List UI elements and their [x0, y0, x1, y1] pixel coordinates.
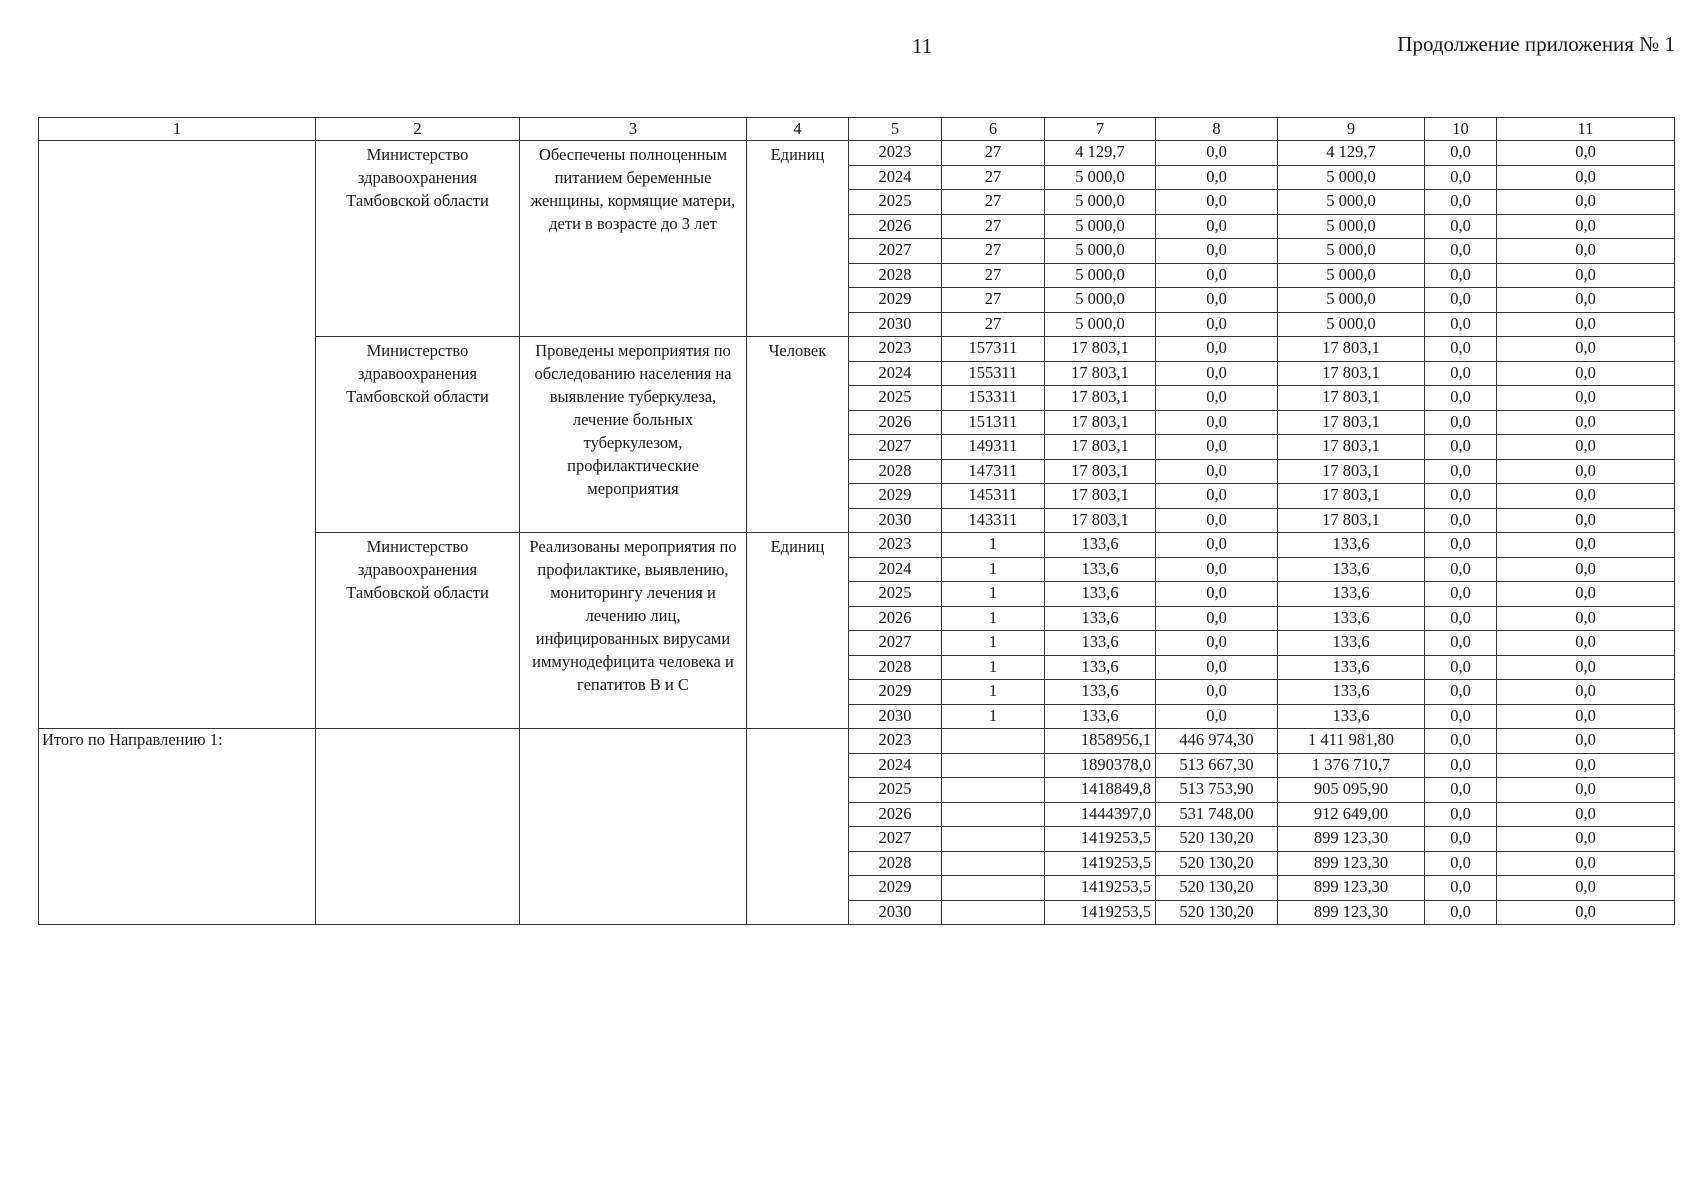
value-cell: 5 000,0 — [1278, 190, 1425, 215]
value-cell: 0,0 — [1497, 582, 1675, 607]
value-cell: 0,0 — [1425, 508, 1497, 533]
value-cell: 1 — [942, 533, 1045, 558]
header-row — [39, 118, 1675, 141]
value-cell: 1419253,5 — [1045, 900, 1156, 925]
value-cell: 0,0 — [1425, 827, 1497, 852]
value-cell — [942, 802, 1045, 827]
value-cell: 0,0 — [1156, 484, 1278, 509]
value-cell: 17 803,1 — [1278, 459, 1425, 484]
value-cell: 0,0 — [1497, 851, 1675, 876]
value-cell: 4 129,7 — [1045, 141, 1156, 166]
header-cell: 10 — [1425, 118, 1497, 141]
value-cell: 2023 — [849, 141, 942, 166]
value-cell: 0,0 — [1425, 361, 1497, 386]
value-cell: 2023 — [849, 729, 942, 754]
value-cell: 0,0 — [1156, 214, 1278, 239]
value-cell: 2024 — [849, 165, 942, 190]
value-cell: 0,0 — [1497, 239, 1675, 264]
empty-cell — [316, 729, 520, 925]
value-cell: 0,0 — [1497, 312, 1675, 337]
ministry-cell: Министерство здравоохранения Тамбовской области — [316, 141, 520, 337]
value-cell: 0,0 — [1497, 753, 1675, 778]
value-cell: 153311 — [942, 386, 1045, 411]
value-cell: 133,6 — [1278, 582, 1425, 607]
value-cell — [942, 729, 1045, 754]
value-cell — [942, 900, 1045, 925]
value-cell — [942, 753, 1045, 778]
value-cell: 27 — [942, 239, 1045, 264]
value-cell: 0,0 — [1497, 827, 1675, 852]
value-cell: 2027 — [849, 435, 942, 460]
value-cell: 0,0 — [1156, 606, 1278, 631]
total-row — [39, 729, 1675, 754]
value-cell: 0,0 — [1425, 704, 1497, 729]
value-cell: 5 000,0 — [1045, 263, 1156, 288]
value-cell: 0,0 — [1425, 288, 1497, 313]
value-cell: 0,0 — [1425, 459, 1497, 484]
unit-cell: Единиц — [747, 533, 849, 729]
value-cell: 145311 — [942, 484, 1045, 509]
result-cell: Обеспечены полноценным питанием беременные женщины, кормящие матери, дети в возрасте до 3 лет — [520, 141, 747, 337]
value-cell: 0,0 — [1497, 557, 1675, 582]
value-cell: 0,0 — [1156, 508, 1278, 533]
value-cell: 133,6 — [1045, 606, 1156, 631]
value-cell: 5 000,0 — [1045, 288, 1156, 313]
value-cell: 1419253,5 — [1045, 876, 1156, 901]
value-cell: 0,0 — [1425, 802, 1497, 827]
value-cell: 0,0 — [1497, 337, 1675, 362]
value-cell: 0,0 — [1156, 361, 1278, 386]
value-cell: 0,0 — [1497, 165, 1675, 190]
value-cell: 0,0 — [1156, 312, 1278, 337]
header-cell: 1 — [39, 118, 316, 141]
page-number: 11 — [912, 34, 933, 58]
value-cell: 2024 — [849, 557, 942, 582]
value-cell: 2027 — [849, 631, 942, 656]
value-cell: 2027 — [849, 239, 942, 264]
value-cell: 446 974,30 — [1156, 729, 1278, 754]
value-cell: 27 — [942, 141, 1045, 166]
value-cell: 0,0 — [1156, 410, 1278, 435]
value-cell: 5 000,0 — [1278, 288, 1425, 313]
value-cell: 133,6 — [1045, 557, 1156, 582]
header-cell: 5 — [849, 118, 942, 141]
value-cell: 520 130,20 — [1156, 827, 1278, 852]
value-cell: 2029 — [849, 484, 942, 509]
value-cell: 0,0 — [1156, 704, 1278, 729]
value-cell: 0,0 — [1156, 631, 1278, 656]
value-cell: 0,0 — [1425, 386, 1497, 411]
value-cell: 1419253,5 — [1045, 827, 1156, 852]
value-cell: 0,0 — [1425, 214, 1497, 239]
value-cell: 0,0 — [1497, 704, 1675, 729]
value-cell: 1858956,1 — [1045, 729, 1156, 754]
value-cell: 133,6 — [1045, 655, 1156, 680]
value-cell: 133,6 — [1045, 533, 1156, 558]
value-cell: 0,0 — [1425, 655, 1497, 680]
value-cell: 0,0 — [1497, 606, 1675, 631]
value-cell: 17 803,1 — [1278, 435, 1425, 460]
value-cell: 1 — [942, 582, 1045, 607]
value-cell: 133,6 — [1278, 533, 1425, 558]
value-cell: 1418849,8 — [1045, 778, 1156, 803]
value-cell: 5 000,0 — [1045, 165, 1156, 190]
header-cell: 7 — [1045, 118, 1156, 141]
program-table — [38, 117, 1675, 925]
value-cell: 0,0 — [1425, 876, 1497, 901]
value-cell: 0,0 — [1156, 655, 1278, 680]
value-cell: 0,0 — [1497, 778, 1675, 803]
value-cell: 0,0 — [1497, 410, 1675, 435]
value-cell: 0,0 — [1497, 435, 1675, 460]
table-row — [39, 141, 1675, 166]
value-cell: 513 753,90 — [1156, 778, 1278, 803]
value-cell: 0,0 — [1156, 263, 1278, 288]
value-cell: 5 000,0 — [1278, 214, 1425, 239]
value-cell: 133,6 — [1278, 606, 1425, 631]
value-cell: 5 000,0 — [1045, 239, 1156, 264]
value-cell: 899 123,30 — [1278, 900, 1425, 925]
value-cell: 0,0 — [1425, 484, 1497, 509]
value-cell: 17 803,1 — [1045, 337, 1156, 362]
value-cell: 1 — [942, 704, 1045, 729]
value-cell: 17 803,1 — [1045, 361, 1156, 386]
value-cell: 0,0 — [1425, 312, 1497, 337]
value-cell: 0,0 — [1156, 239, 1278, 264]
value-cell: 133,6 — [1278, 655, 1425, 680]
value-cell: 27 — [942, 288, 1045, 313]
value-cell: 2023 — [849, 337, 942, 362]
value-cell: 2024 — [849, 753, 942, 778]
value-cell: 1890378,0 — [1045, 753, 1156, 778]
value-cell: 133,6 — [1278, 680, 1425, 705]
value-cell: 0,0 — [1156, 582, 1278, 607]
value-cell: 27 — [942, 263, 1045, 288]
header-cell: 3 — [520, 118, 747, 141]
header-cell: 8 — [1156, 118, 1278, 141]
value-cell: 0,0 — [1156, 386, 1278, 411]
value-cell: 1 411 981,80 — [1278, 729, 1425, 754]
value-cell: 133,6 — [1278, 704, 1425, 729]
value-cell: 2027 — [849, 827, 942, 852]
value-cell: 5 000,0 — [1045, 190, 1156, 215]
value-cell: 912 649,00 — [1278, 802, 1425, 827]
value-cell: 2028 — [849, 655, 942, 680]
result-cell: Проведены мероприятия по обследованию населения на выявление туберкулеза, лечение больных туберкулезом, профилактические мероприятия — [520, 337, 747, 533]
value-cell: 0,0 — [1497, 190, 1675, 215]
value-cell: 899 123,30 — [1278, 876, 1425, 901]
value-cell: 0,0 — [1425, 778, 1497, 803]
value-cell: 0,0 — [1156, 435, 1278, 460]
value-cell: 0,0 — [1497, 263, 1675, 288]
value-cell: 2025 — [849, 582, 942, 607]
value-cell: 0,0 — [1425, 141, 1497, 166]
value-cell: 17 803,1 — [1278, 337, 1425, 362]
empty-cell — [747, 729, 849, 925]
value-cell: 5 000,0 — [1278, 165, 1425, 190]
value-cell: 2026 — [849, 410, 942, 435]
value-cell: 149311 — [942, 435, 1045, 460]
value-cell: 2029 — [849, 680, 942, 705]
value-cell: 0,0 — [1497, 802, 1675, 827]
value-cell: 2026 — [849, 802, 942, 827]
value-cell: 0,0 — [1497, 533, 1675, 558]
value-cell: 2030 — [849, 312, 942, 337]
appendix-label: Продолжение приложения № 1 — [1397, 32, 1675, 56]
value-cell: 17 803,1 — [1278, 361, 1425, 386]
value-cell: 133,6 — [1045, 680, 1156, 705]
value-cell: 133,6 — [1278, 557, 1425, 582]
value-cell: 27 — [942, 214, 1045, 239]
value-cell: 1444397,0 — [1045, 802, 1156, 827]
value-cell: 0,0 — [1497, 386, 1675, 411]
value-cell: 0,0 — [1425, 900, 1497, 925]
header-cell: 11 — [1497, 118, 1675, 141]
value-cell: 520 130,20 — [1156, 851, 1278, 876]
value-cell: 2025 — [849, 778, 942, 803]
value-cell: 899 123,30 — [1278, 827, 1425, 852]
header-cell: 4 — [747, 118, 849, 141]
value-cell: 27 — [942, 312, 1045, 337]
value-cell: 133,6 — [1045, 582, 1156, 607]
value-cell: 2023 — [849, 533, 942, 558]
value-cell: 133,6 — [1045, 704, 1156, 729]
ministry-cell: Министерство здравоохранения Тамбовской области — [316, 337, 520, 533]
value-cell: 0,0 — [1425, 606, 1497, 631]
header-cell: 2 — [316, 118, 520, 141]
value-cell: 0,0 — [1425, 239, 1497, 264]
value-cell: 0,0 — [1156, 680, 1278, 705]
unit-cell: Единиц — [747, 141, 849, 337]
value-cell: 0,0 — [1156, 165, 1278, 190]
value-cell: 2029 — [849, 288, 942, 313]
value-cell: 17 803,1 — [1045, 459, 1156, 484]
value-cell: 27 — [942, 165, 1045, 190]
empty-cell — [520, 729, 747, 925]
value-cell: 520 130,20 — [1156, 900, 1278, 925]
value-cell: 133,6 — [1045, 631, 1156, 656]
value-cell: 0,0 — [1425, 435, 1497, 460]
value-cell: 0,0 — [1497, 288, 1675, 313]
value-cell: 0,0 — [1497, 655, 1675, 680]
value-cell — [942, 827, 1045, 852]
value-cell: 2030 — [849, 704, 942, 729]
value-cell: 0,0 — [1425, 165, 1497, 190]
value-cell: 17 803,1 — [1278, 508, 1425, 533]
direction-cell — [39, 141, 316, 729]
value-cell: 157311 — [942, 337, 1045, 362]
value-cell: 0,0 — [1425, 729, 1497, 754]
value-cell: 133,6 — [1278, 631, 1425, 656]
value-cell: 5 000,0 — [1278, 312, 1425, 337]
value-cell: 905 095,90 — [1278, 778, 1425, 803]
value-cell: 899 123,30 — [1278, 851, 1425, 876]
value-cell: 1 — [942, 680, 1045, 705]
value-cell: 5 000,0 — [1045, 312, 1156, 337]
value-cell: 0,0 — [1156, 337, 1278, 362]
value-cell: 0,0 — [1497, 876, 1675, 901]
value-cell: 2028 — [849, 851, 942, 876]
value-cell: 0,0 — [1156, 288, 1278, 313]
value-cell: 2030 — [849, 900, 942, 925]
value-cell: 0,0 — [1156, 533, 1278, 558]
value-cell: 0,0 — [1425, 337, 1497, 362]
value-cell: 151311 — [942, 410, 1045, 435]
value-cell: 0,0 — [1156, 459, 1278, 484]
value-cell: 1 — [942, 557, 1045, 582]
header-cell: 6 — [942, 118, 1045, 141]
value-cell: 0,0 — [1425, 582, 1497, 607]
value-cell: 0,0 — [1497, 459, 1675, 484]
value-cell: 2028 — [849, 263, 942, 288]
value-cell: 0,0 — [1425, 263, 1497, 288]
value-cell: 17 803,1 — [1045, 508, 1156, 533]
value-cell: 17 803,1 — [1278, 386, 1425, 411]
value-cell: 1 — [942, 606, 1045, 631]
value-cell: 0,0 — [1497, 141, 1675, 166]
value-cell: 513 667,30 — [1156, 753, 1278, 778]
value-cell: 1419253,5 — [1045, 851, 1156, 876]
value-cell: 2025 — [849, 190, 942, 215]
value-cell: 0,0 — [1425, 557, 1497, 582]
value-cell: 0,0 — [1425, 631, 1497, 656]
value-cell: 0,0 — [1497, 900, 1675, 925]
value-cell: 0,0 — [1425, 533, 1497, 558]
value-cell: 17 803,1 — [1278, 484, 1425, 509]
value-cell: 2026 — [849, 606, 942, 631]
value-cell: 0,0 — [1497, 631, 1675, 656]
value-cell: 0,0 — [1497, 214, 1675, 239]
value-cell: 1 — [942, 655, 1045, 680]
value-cell: 0,0 — [1497, 484, 1675, 509]
unit-cell: Человек — [747, 337, 849, 533]
result-cell: Реализованы мероприятия по профилактике, выявлению, мониторингу лечения и лечению лиц, инфицированных вирусами иммунодефицита человека и гепатитов В и С — [520, 533, 747, 729]
value-cell: 2028 — [849, 459, 942, 484]
value-cell: 17 803,1 — [1045, 410, 1156, 435]
value-cell: 17 803,1 — [1045, 484, 1156, 509]
value-cell: 520 130,20 — [1156, 876, 1278, 901]
value-cell: 143311 — [942, 508, 1045, 533]
value-cell: 0,0 — [1425, 851, 1497, 876]
value-cell: 0,0 — [1156, 557, 1278, 582]
value-cell: 0,0 — [1497, 508, 1675, 533]
value-cell: 0,0 — [1425, 410, 1497, 435]
value-cell: 155311 — [942, 361, 1045, 386]
value-cell — [942, 778, 1045, 803]
value-cell: 2024 — [849, 361, 942, 386]
value-cell: 0,0 — [1425, 753, 1497, 778]
value-cell: 17 803,1 — [1278, 410, 1425, 435]
value-cell: 4 129,7 — [1278, 141, 1425, 166]
value-cell: 0,0 — [1425, 190, 1497, 215]
value-cell: 0,0 — [1497, 361, 1675, 386]
value-cell: 0,0 — [1497, 729, 1675, 754]
value-cell: 0,0 — [1425, 680, 1497, 705]
value-cell: 147311 — [942, 459, 1045, 484]
ministry-cell: Министерство здравоохранения Тамбовской области — [316, 533, 520, 729]
value-cell: 1 376 710,7 — [1278, 753, 1425, 778]
value-cell: 2030 — [849, 508, 942, 533]
value-cell: 1 — [942, 631, 1045, 656]
value-cell: 2026 — [849, 214, 942, 239]
header-cell: 9 — [1278, 118, 1425, 141]
value-cell: 5 000,0 — [1278, 239, 1425, 264]
value-cell: 0,0 — [1156, 141, 1278, 166]
total-label: Итого по Направлению 1: — [39, 729, 316, 925]
value-cell: 2029 — [849, 876, 942, 901]
value-cell: 27 — [942, 190, 1045, 215]
value-cell — [942, 851, 1045, 876]
value-cell: 2025 — [849, 386, 942, 411]
value-cell: 17 803,1 — [1045, 386, 1156, 411]
value-cell: 5 000,0 — [1045, 214, 1156, 239]
value-cell: 0,0 — [1497, 680, 1675, 705]
value-cell: 17 803,1 — [1045, 435, 1156, 460]
value-cell: 531 748,00 — [1156, 802, 1278, 827]
value-cell: 0,0 — [1156, 190, 1278, 215]
value-cell — [942, 876, 1045, 901]
value-cell: 5 000,0 — [1278, 263, 1425, 288]
